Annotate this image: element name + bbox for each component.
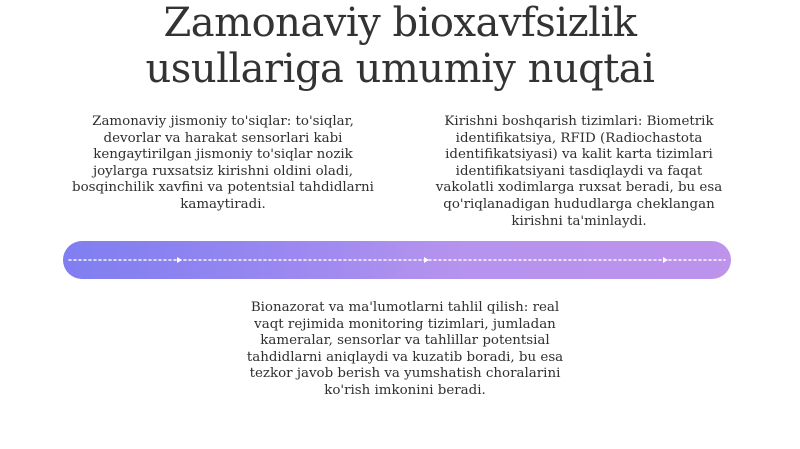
- title-line-1: Zamonaviy bioxavfsizlik: [163, 0, 637, 46]
- timeline-item-access-control: Kirishni boshqarish tizimlari: Biometrik identifikatsiya, RFID (Radiochastota identifikatsiyasi) va kalit karta tizimlari identifikatsiyani tasdiqlaydi va faqat vakolatli xodimlarga ruxsat beradi, bu esa qo'riqlanadigan hududlarga cheklangan kirishni ta'minlaydi.: [435, 114, 723, 229]
- timeline-arrow-1: [177, 257, 182, 263]
- page-title: [0, 0, 800, 92]
- timeline-arrow-3: [663, 257, 668, 263]
- timeline-item-biomonitoring: Bionazorat va ma'lumotlarni tahlil qilish: real vaqt rejimida monitoring tizimlari, jumladan kameralar, sensorlar va tahlillar potentsial tahdidlarni aniqlaydi va kuzatib boradi, bu esa tezkor javob berish va yumshatish choralarini ko'rish imkonini beradi.: [246, 300, 564, 398]
- timeline-item-physical-barriers: Zamonaviy jismoniy to'siqlar: to'siqlar, devorlar va harakat sensorlari kabi kengaytirilgan jismoniy to'siqlar nozik joylarga ruxsatsiz kirishni oldini oladi, bosqinchilik xavfini va potentsial tahdidlarni kamaytiradi.: [72, 114, 374, 212]
- timeline-arrow-2: [424, 257, 429, 263]
- title-line-2: usullariga umumiy nuqtai: [145, 46, 655, 92]
- timeline-dotted-line: [63, 241, 731, 279]
- timeline-bar: [63, 241, 731, 279]
